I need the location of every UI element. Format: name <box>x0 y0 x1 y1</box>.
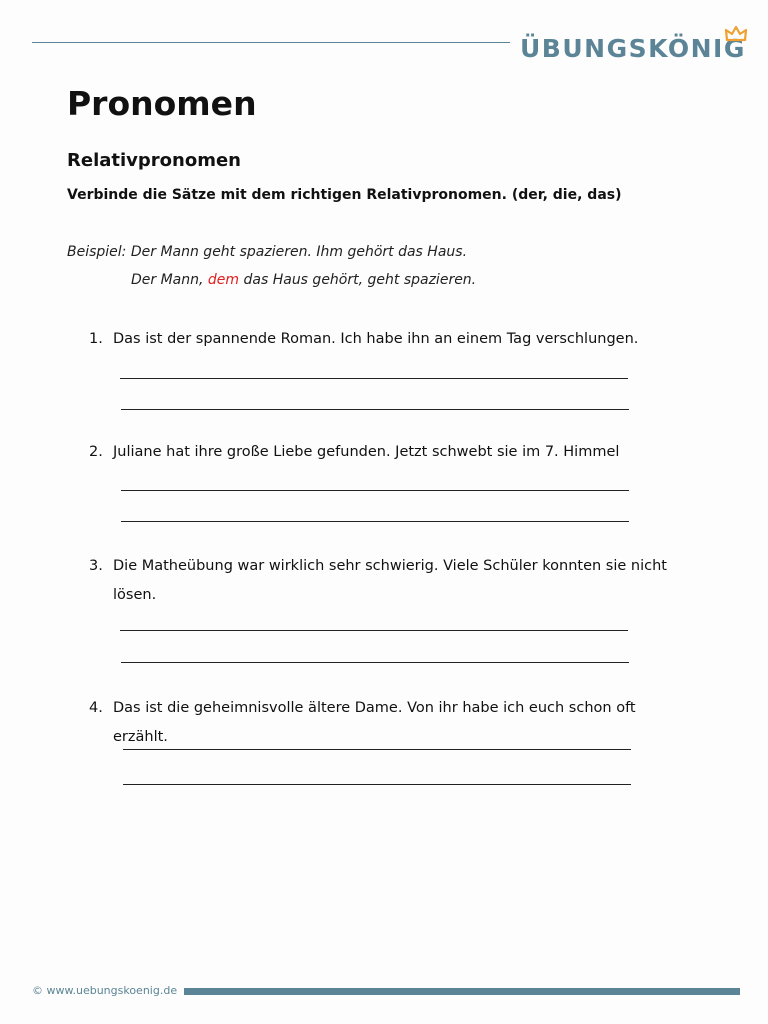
task-text: Juliane hat ihre große Liebe gefunden. Jetzt schwebt sie im 7. Himmel <box>113 444 620 460</box>
instruction-text: Verbinde die Sätze mit dem richtigen Relativpronomen. (der, die, das) <box>67 187 622 203</box>
task-number: 3. <box>89 558 103 574</box>
page-title: Pronomen <box>67 84 257 123</box>
task-text: Das ist der spannende Roman. Ich habe ihn an einem Tag verschlungen. <box>113 331 639 347</box>
task-number: 1. <box>89 331 103 347</box>
example-solution-start: Der Mann, <box>131 272 208 288</box>
header-rule <box>32 42 510 43</box>
answer-line[interactable] <box>121 521 629 522</box>
footer-bar <box>184 988 740 995</box>
brand-name: ÜBUNGSKÖNIG <box>520 34 746 63</box>
answer-line[interactable] <box>121 409 629 410</box>
example-solution <box>131 272 476 288</box>
section-subtitle: Relativpronomen <box>67 150 241 171</box>
task-number: 4. <box>89 700 103 716</box>
example-sentence: Beispiel: Der Mann geht spazieren. Ihm gehört das Haus. <box>67 244 468 260</box>
answer-line[interactable] <box>123 784 631 785</box>
task-text: Das ist die geheimnisvolle ältere Dame. Von ihr habe ich euch schon oft erzählt. <box>113 700 636 745</box>
answer-line[interactable] <box>121 490 629 491</box>
answer-line[interactable] <box>121 662 629 663</box>
example-solution-end: das Haus gehört, geht spazieren. <box>239 272 477 288</box>
answer-line[interactable] <box>120 630 628 631</box>
task-text: Die Matheübung war wirklich sehr schwierig. Viele Schüler konnten sie nicht lösen. <box>113 558 667 603</box>
answer-line[interactable] <box>120 378 628 379</box>
task-number: 2. <box>89 444 103 460</box>
answer-line[interactable] <box>123 749 631 750</box>
footer-copyright[interactable]: © www.uebungskoenig.de <box>32 984 178 997</box>
crown-icon <box>725 26 747 42</box>
example-highlight: dem <box>207 272 240 288</box>
